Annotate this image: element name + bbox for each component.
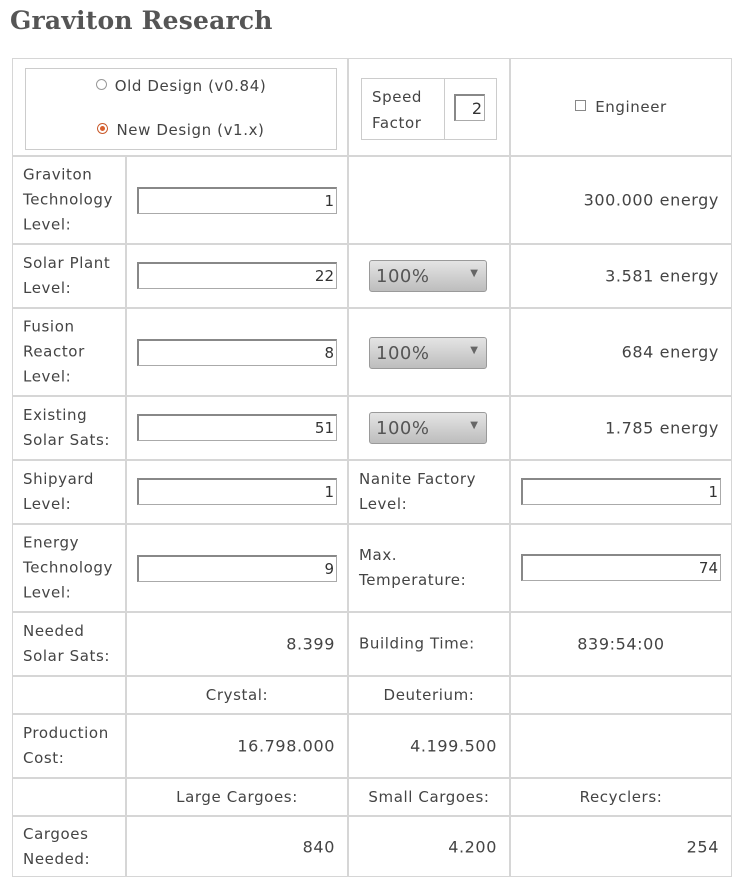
- graviton-label-cell: [12, 156, 126, 244]
- small-cargoes-value: 4.200: [448, 837, 497, 856]
- needed-sats-label: Needed Solar Sats:: [23, 622, 111, 665]
- fusion-label: Fusion Reactor Level:: [23, 317, 85, 386]
- cargoes-needed-label-cell: [12, 816, 126, 877]
- solar-plant-percent-select[interactable]: 100% ▼: [369, 260, 487, 292]
- graviton-label: Graviton Technology Level:: [23, 165, 114, 234]
- fusion-percent-cell: [348, 308, 510, 396]
- engineer-label: Engineer: [595, 98, 667, 116]
- sats-label-cell: [12, 396, 126, 460]
- speed-cell: [348, 58, 510, 156]
- building-time-value: 839:54:00: [577, 634, 665, 654]
- engineer-option[interactable]: [511, 98, 731, 116]
- energy-tech-input-cell: [126, 524, 348, 612]
- speed-factor-input[interactable]: [454, 94, 485, 121]
- graviton-level-input[interactable]: [137, 187, 337, 214]
- solar-plant-energy-cell: [510, 244, 732, 308]
- page-title: Graviton Research: [10, 6, 273, 35]
- small-cargo-header-cell: [348, 778, 510, 816]
- solar-plant-level-input[interactable]: [137, 262, 337, 289]
- crystal-header-cell: [126, 676, 348, 714]
- recyclers-cell: [510, 816, 732, 877]
- deuterium-header: Deuterium:: [383, 686, 475, 704]
- large-cargoes-value: 840: [302, 837, 335, 856]
- cargo-header-empty: [12, 778, 126, 816]
- solar-plant-energy: 3.581 energy: [605, 266, 719, 286]
- shipyard-input-cell: [126, 460, 348, 524]
- chevron-down-icon: ▼: [470, 420, 478, 431]
- shipyard-label-cell: [12, 460, 126, 524]
- solar-plant-percent-cell: [348, 244, 510, 308]
- nanite-label-cell: [348, 460, 510, 524]
- sats-energy-cell: [510, 396, 732, 460]
- energy-tech-label-cell: [12, 524, 126, 612]
- small-cargoes-cell: [348, 816, 510, 877]
- fusion-energy: 684 energy: [621, 342, 719, 362]
- sats-label: Existing Solar Sats:: [23, 406, 111, 449]
- graviton-energy-cell: [510, 156, 732, 244]
- deuterium-cost-cell: [348, 714, 510, 778]
- nanite-level-input[interactable]: [521, 478, 721, 505]
- building-time-value-cell: [510, 612, 732, 676]
- small-cargo-header: Small Cargoes:: [368, 788, 490, 806]
- max-temp-input-cell: [510, 524, 732, 612]
- cost-header-empty: [12, 676, 126, 714]
- chevron-down-icon: ▼: [470, 345, 478, 356]
- solar-plant-label: Solar Plant Level:: [23, 254, 111, 297]
- cost-header-empty-right: [510, 676, 732, 714]
- max-temp-input[interactable]: [521, 554, 721, 581]
- new-design-option[interactable]: [26, 121, 336, 139]
- deuterium-cost: 4.199.500: [410, 736, 497, 756]
- fusion-label-cell: [12, 308, 126, 396]
- max-temp-label: Max. Temperature:: [359, 546, 467, 589]
- old-design-label: Old Design (v0.84): [114, 77, 267, 95]
- design-options-box: [25, 68, 337, 150]
- calculator-table: [12, 58, 732, 877]
- old-design-option[interactable]: [26, 77, 336, 95]
- sats-input-cell: [126, 396, 348, 460]
- crystal-cost-cell: [126, 714, 348, 778]
- existing-sats-input[interactable]: [137, 414, 337, 441]
- engineer-checkbox[interactable]: [575, 100, 586, 111]
- solar-plant-input-cell: [126, 244, 348, 308]
- fusion-energy-cell: [510, 308, 732, 396]
- fusion-percent-select[interactable]: 100% ▼: [369, 337, 487, 369]
- energy-tech-label: Energy Technology Level:: [23, 533, 114, 602]
- energy-tech-level-input[interactable]: [137, 555, 337, 582]
- graviton-energy: 300.000 energy: [583, 190, 719, 210]
- recyclers-value: 254: [686, 837, 719, 856]
- max-temp-label-cell: [348, 524, 510, 612]
- large-cargo-header: Large Cargoes:: [176, 788, 298, 806]
- needed-sats-value: 8.399: [286, 634, 335, 654]
- recyclers-header: Recyclers:: [579, 788, 663, 806]
- building-time-label: Building Time:: [359, 634, 475, 653]
- design-cell: [12, 58, 348, 156]
- sats-energy: 1.785 energy: [605, 418, 719, 438]
- recyclers-header-cell: [510, 778, 732, 816]
- large-cargo-header-cell: [126, 778, 348, 816]
- deuterium-header-cell: [348, 676, 510, 714]
- old-design-radio[interactable]: [96, 79, 107, 90]
- needed-sats-value-cell: [126, 612, 348, 676]
- production-cost-label-cell: [12, 714, 126, 778]
- cost-empty-right: [510, 714, 732, 778]
- speed-box: [361, 78, 497, 140]
- building-time-label-cell: [348, 612, 510, 676]
- production-cost-label: Production Cost:: [23, 724, 109, 767]
- large-cargoes-cell: [126, 816, 348, 877]
- speed-label: Speed Factor: [362, 79, 445, 139]
- graviton-empty-cell: [348, 156, 510, 244]
- new-design-radio[interactable]: [97, 123, 108, 134]
- crystal-cost: 16.798.000: [237, 736, 335, 756]
- solar-plant-label-cell: [12, 244, 126, 308]
- needed-sats-label-cell: [12, 612, 126, 676]
- shipyard-label: Shipyard Level:: [23, 470, 95, 513]
- shipyard-level-input[interactable]: [137, 478, 337, 505]
- nanite-label: Nanite Factory Level:: [359, 470, 477, 513]
- fusion-input-cell: [126, 308, 348, 396]
- engineer-cell: [510, 58, 732, 156]
- sats-percent-cell: [348, 396, 510, 460]
- chevron-down-icon: ▼: [470, 268, 478, 279]
- crystal-header: Crystal:: [205, 686, 269, 704]
- graviton-input-cell: [126, 156, 348, 244]
- new-design-label: New Design (v1.x): [116, 121, 265, 139]
- sats-percent-select[interactable]: 100% ▼: [369, 412, 487, 444]
- nanite-input-cell: [510, 460, 732, 524]
- fusion-level-input[interactable]: [137, 339, 337, 366]
- cargoes-needed-label: Cargoes Needed:: [23, 824, 91, 868]
